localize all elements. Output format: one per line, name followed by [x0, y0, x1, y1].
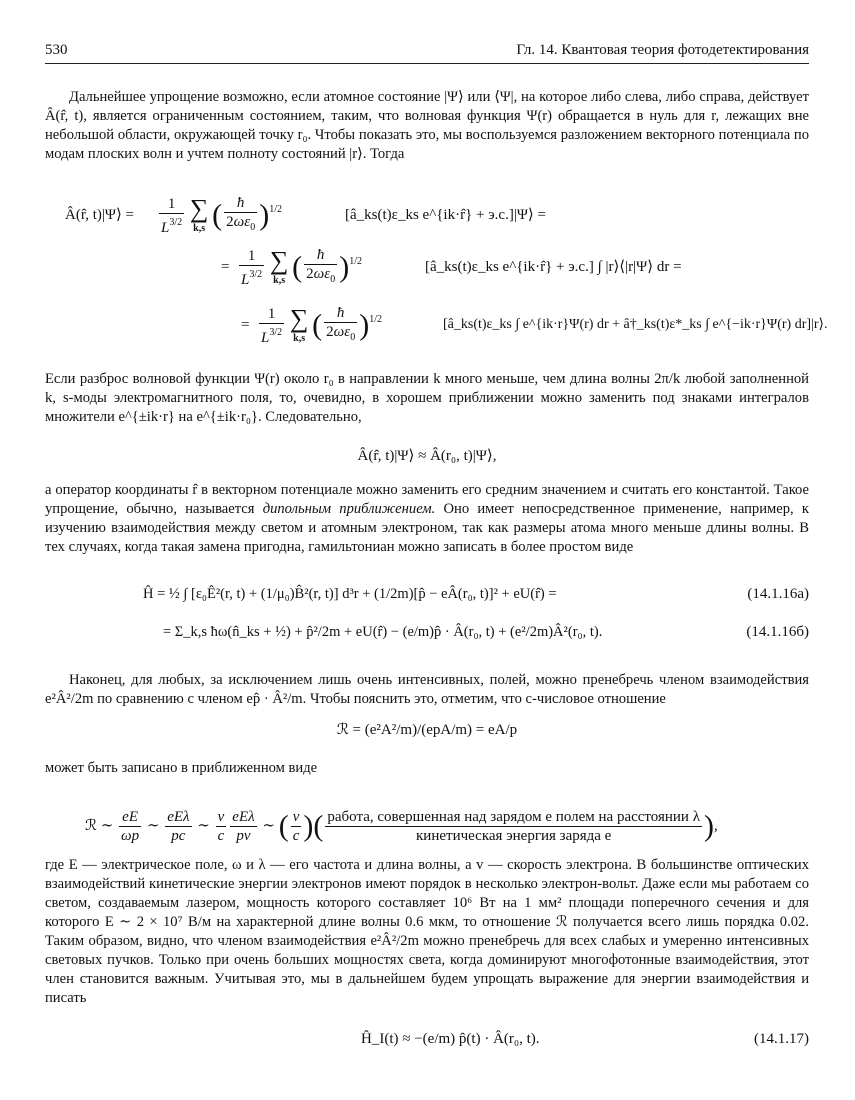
expansion-line-3-tail: [â_ks(t)ε_ks ∫ e^{ik·r}Ψ(r) dr + â†_ks(t)ε*_ks ∫ e^{−ik·r}Ψ(r) dr]|r⟩. [443, 317, 828, 332]
expansion-line-1 [45, 190, 809, 240]
running-header [45, 38, 809, 60]
expansion-line-1-tail: [â_ks(t)ε_ks e^{ik·r̂} + э.с.]|Ψ⟩ = [345, 207, 546, 223]
paragraph-4: Наконец, для любых, за исключением лишь очень интенсивных, полей, можно пренебречь членом взаимодействия e²Â²/2m по сравнению с членом ep̂ · Â²/m. Чтобы пояснить это, отметим, что c-числовое отношение [45, 672, 809, 707]
expansion-prefactor-1: $\frac{1}{L^{3/2}}$ ∑ k,s ( $\frac{ħ}{2\omega\varepsilon_0}$ )$^{1/2}$ [161, 193, 282, 236]
paragraph-2: Если разброс волновой функции Ψ(r) около r₀ в направлении k много меньше, чем длина волны 2π/k любой заполненной k, s-моды электромагнитного поля, то, очевидно, в хорошем приближении можно заменить под знаками интегралов множители e^{±ik·r} на e^{±ik·r₀}. Следовательно, [45, 371, 809, 425]
expansion-equation [45, 190, 828, 356]
sum-symbol: ∑ k,s [189, 193, 209, 234]
expansion-line-2: = $\frac{1}{L^{3/2}}$ ∑ k,s ( $\frac{ħ}{2\omega\varepsilon_0}$ )$^{1/2}$ [â_ks(t)ε_ks e^{ik·r̂} + э.с.] ∫ |r⟩⟨|r|Ψ⟩ dr = [221, 245, 682, 288]
ratio-equation: ℛ = (e²A²/m)/(epA/m) = eA/p [336, 722, 518, 738]
paragraph-3: а оператор координаты r̂ в векторном потенциале можно заменить его средним значением и считать его константой. Такое упрощение, обычно, называется дипольным приближением. Оно имеет непосредственное применение, например, к изучению взаимодействия между светом и атомным электроном, так как размеры атома много меньше длины волны. В тех случаях, когда такая замена пригодна, гамильтониан можно записать в более простом виде [45, 482, 809, 555]
page [45, 38, 828, 1060]
expansion-line-2-tail: [â_ks(t)ε_ks e^{ik·r̂} + э.с.] ∫ |r⟩⟨|r|Ψ⟩ dr = [425, 259, 682, 275]
expansion-line-3: = $\frac{1}{L^{3/2}}$ ∑ k,s ( $\frac{ħ}{2\omega\varepsilon_0}$ )$^{1/2}$ [â_ks(t)ε_ks ∫ e^{ik·r}Ψ(r) dr + â†_ks(t)ε*_ks ∫ e^{−ik·r}Ψ(r) dr]|r⟩. [241, 303, 828, 346]
hamiltonian-b: = Σ_k,s ħω(n̂_ks + ½) + p̂²/2m + eU(r̂) − (e/m)p̂ · Â(r₀, t) + (e²/2m)Â²(r₀, t). (14.1.16б) [45, 613, 809, 657]
chapter-title: Гл. 14. Квантовая теория фотодетектирования [516, 42, 809, 58]
paragraph-6: где E — электрическое поле, ω и λ — его частота и длина волны, а v — скорость электрона. В большинстве оптических взаимодействий кинетические энергии электронов имеют порядок в несколько электрон-вольт. Даже если мы работаем со светом, создаваемым лазером, мощность которого составляет 10⁶ Вт на 1 мм² площади поперечного сечения и для которого E ∼ 2 × 10⁷ В/м на характерной длине волны 0.6 мкм, то отношение ℛ получается всего лишь порядка 0.02. Таким образом, видно, что членом взаимодействия e²Â²/2m можно пренебречь для всех слабых и умеренно интенсивных световых пучков. Только при очень больших мощностях света, когда доминируют многофотонные взаимодействия, этот член становится важным. Учитывая это, мы в дальнейшем будем упрощать выражение для энергии взаимодействия и писать [45, 857, 809, 1006]
equation-label-16a: (14.1.16а) [747, 586, 809, 602]
expansion-prefactor-2: $\frac{1}{L^{3/2}}$ ∑ k,s ( $\frac{ħ}{2\omega\varepsilon_0}$ )$^{1/2}$ [241, 245, 362, 288]
equation-label-16b: (14.1.16б) [746, 624, 809, 640]
expansion-lhs: Â(r̂, t)|Ψ⟩ = [65, 207, 135, 223]
ratio-approx-equation: ℛ ∼ $\frac{eE}{\omega p}$ ∼ $\frac{\text{eEλ}}{pc}$ ∼ $\frac{v}{c}$ $\frac{\text{eEλ}}{pv}$ ∼ ( $\frac{v}{c}$ )( $\frac{\text{работа, совершенная над зарядом e полем на расстоянии λ}}{\text{кинетическая энергия заряда e}}$ ), [85, 809, 718, 844]
interaction-equation: Ĥ_I(t) ≈ −(e/m) p̂(t) · Â(r₀, t). (14.1.17) [45, 1020, 809, 1060]
header-rule [45, 63, 809, 64]
expansion-prefactor-3: $\frac{1}{L^{3/2}}$ ∑ k,s ( $\frac{ħ}{2\omega\varepsilon_0}$ )$^{1/2}$ [261, 303, 382, 346]
equation-label-17: (14.1.17) [754, 1031, 809, 1047]
term-dipole-approximation: дипольным приближением. [262, 501, 436, 517]
ratio-approx-denominator: кинетическая энергия заряда e [416, 828, 612, 844]
page-number: 530 [45, 42, 68, 58]
hamiltonian-equations [45, 575, 809, 657]
paragraph-5: может быть записано в приближенном виде [45, 760, 318, 776]
ratio-approx-numerator: работа, совершенная над зарядом e полем на расстоянии λ [327, 809, 700, 825]
dipole-equation: Â(r̂, t)|Ψ⟩ ≈ Â(r₀, t)|Ψ⟩, [357, 448, 497, 464]
hamiltonian-a: Ĥ = ½ ∫ [ε₀Ê²(r, t) + (1/μ₀)B̂²(r, t)] d³r + (1/2m)[p̂ − eÂ(r₀, t)]² + eU(r̂) = (14.1.16а) [45, 575, 809, 613]
paragraph-1: Дальнейшее упрощение возможно, если атомное состояние |Ψ⟩ или ⟨Ψ|, на которое либо слева, либо справа, действует Â(r̂, t), является ограниченным состоянием, таким, что волновая функция Ψ(r) обращается в нуль для r, лежащих вне небольшой области, окружающей точку r₀. Чтобы показать это, мы воспользуемся разложением векторного потенциала по модам плоских волн и учтем полноту состояний |r⟩. Тогда [45, 89, 809, 162]
